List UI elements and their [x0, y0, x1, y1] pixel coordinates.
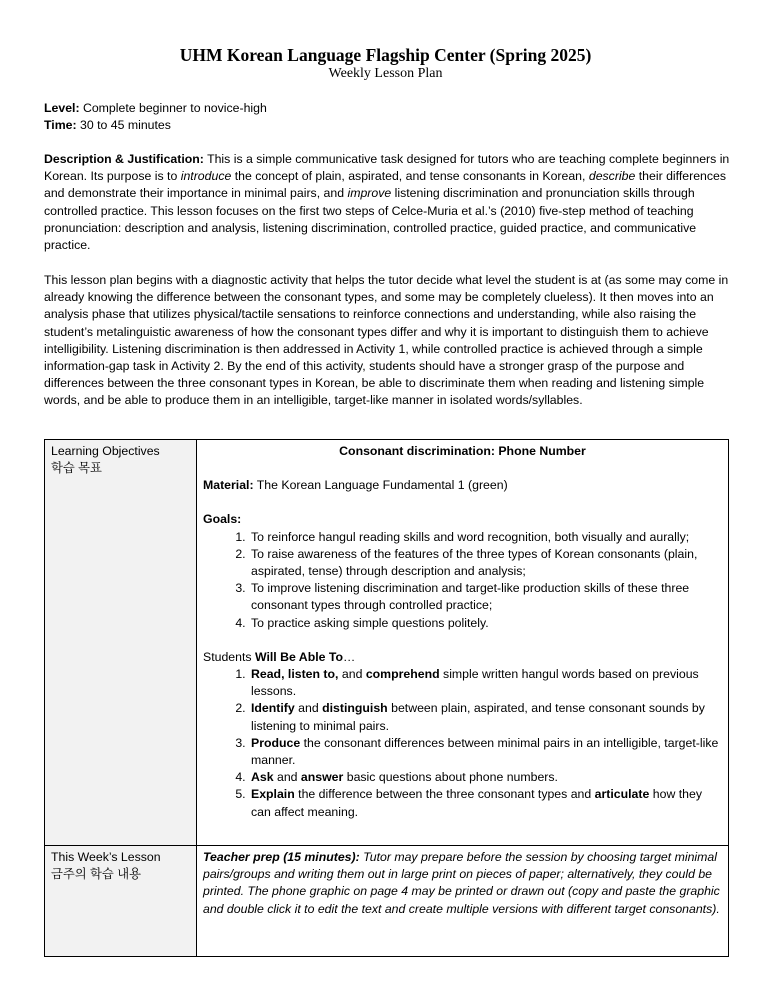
swbat-heading — [203, 649, 722, 666]
teacher-prep-cell — [197, 846, 729, 957]
learning-objectives-label-ko: 학습 목표 — [51, 461, 102, 476]
description-emphasis-2: describe — [588, 169, 636, 184]
swbat-heading-c: … — [343, 649, 356, 664]
description-text-2: the concept of plain, aspirated, and tense consonants in Korean, — [231, 169, 589, 184]
time-label: Time: — [44, 118, 77, 133]
description-label: Description & Justification: — [44, 152, 204, 166]
description-text-3: their differences and demonstrate their importance in minimal pairs, and — [44, 169, 727, 201]
lesson-plan-table — [44, 439, 729, 957]
lesson-meta — [44, 100, 732, 134]
goals-label: Goals: — [203, 512, 242, 527]
swbat-heading-a: Students — [203, 649, 255, 664]
description-emphasis-1: introduce — [180, 169, 232, 184]
swbat-item: 5. Explain the difference between the three consonant types and articulate how they can affect meaning. — [249, 786, 722, 820]
level-label: Level: — [44, 101, 80, 115]
overview-paragraph: This lesson plan begins with a diagnostic activity that helps the tutor decide what level the student is at (as some may come in already knowing the difference between the consonant types, and some may be completely clueless). It then moves into an analysis phase that utilizes physical/tactile sensations to reinforce connections and understanding, while also raising the student’s metalinguistic awareness of how the consonant types differ and why it is important to distinguish them to achieve intelligibility. Listening discrimination is then addressed in Activity 1, while controlled practice is achieved through a simple information-gap task in Activity 2. By the end of this activity, students should have a stronger grasp of the purpose and differences between the three consonant types in Korean, be able to discriminate them when reading and listening simple words, and be able to produce them in an intelligible, target-like manner in isolated words/syllables. — [44, 273, 729, 408]
this-weeks-lesson-label-ko: 금주의 학습 내용 — [51, 867, 141, 882]
goal-item: 1. To reinforce hangul reading skills and word recognition, both visually and aurally; — [249, 529, 722, 546]
learning-objectives-row — [45, 440, 729, 846]
goal-item: 2. To raise awareness of the features of the three types of Korean consonants (plain, aspirated, tense) through description and analysis; — [249, 546, 722, 580]
teacher-prep-label: Teacher prep (15 minutes): — [203, 850, 360, 864]
material-line — [203, 477, 722, 494]
description-text-4: listening discrimination and pronunciation skills through controlled practice. This lesson focuses on the first two steps of Celce-Muria et al.’s (2010) five-step method of teaching pronunciation: description and analysis, listening discrimination, controlled practice, guided practice, and communicative practice. — [44, 186, 697, 253]
time-value: 30 to 45 minutes — [76, 118, 171, 133]
this-weeks-lesson-label-en: This Week’s Lesson — [51, 850, 161, 864]
swbat-item: 1. Read, listen to, and comprehend simple written hangul words based on previous lessons. — [249, 666, 722, 700]
goals-list — [203, 529, 722, 632]
section-title: Consonant discrimination: Phone Number — [339, 444, 586, 458]
this-weeks-lesson-label-cell — [45, 846, 197, 957]
goal-item: 4. To practice asking simple questions politely. — [249, 615, 722, 632]
document-title: UHM Korean Language Flagship Center (Spring 2025) — [179, 45, 592, 65]
learning-objectives-label-cell — [45, 440, 197, 846]
description-emphasis-3: improve — [347, 186, 392, 201]
material-label: Material: — [203, 478, 254, 493]
goals-heading — [203, 511, 722, 528]
this-weeks-lesson-row — [45, 846, 729, 957]
level-line — [44, 100, 732, 117]
description-paragraph — [44, 151, 732, 254]
swbat-list — [203, 666, 722, 821]
learning-objectives-label-en: Learning Objectives — [51, 444, 160, 458]
goal-item: 3. To improve listening discrimination and target-like production skills of these three consonant types through controlled practice; — [249, 580, 722, 614]
learning-objectives-content-cell — [197, 440, 729, 846]
document-subtitle: Weekly Lesson Plan — [328, 66, 443, 81]
time-line — [44, 117, 732, 134]
swbat-item: 3. Produce the consonant differences between minimal pairs in an intelligible, target-like manner. — [249, 735, 722, 769]
swbat-item: 2. Identify and distinguish between plain, aspirated, and tense consonant sounds by listening to minimal pairs. — [249, 700, 722, 734]
teacher-prep-text: Tutor may prepare before the session by choosing target minimal pairs/groups and writing them out in large print on pieces of paper; alternatively, they could be printed. The phone graphic on page 4 may be printed or drawn out (copy and paste the graphic and double click it to edit the text and create multiple versions with different target consonants). — [203, 850, 720, 916]
swbat-heading-b: Will Be Able To — [254, 649, 343, 664]
material-value: The Korean Language Fundamental 1 (green) — [253, 478, 508, 493]
level-value: Complete beginner to novice-high — [79, 101, 267, 115]
swbat-item: 4. Ask and answer basic questions about phone numbers. — [249, 769, 722, 786]
description-text-1: This is a simple communicative task designed for tutors who are teaching complete beginners in Korean. Its purpose is to — [44, 152, 730, 184]
